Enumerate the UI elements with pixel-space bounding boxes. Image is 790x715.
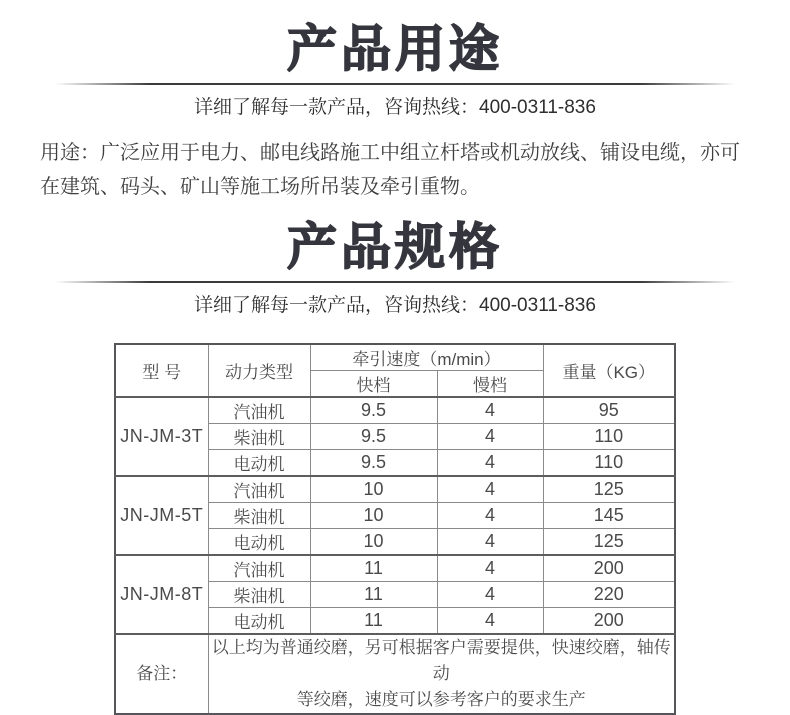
slow-speed-cell: 4 bbox=[437, 503, 543, 529]
weight-column-header: 重量（KG） bbox=[543, 344, 675, 397]
model-cell: JN-JM-8T bbox=[115, 555, 208, 634]
power-cell: 汽油机 bbox=[208, 555, 310, 582]
weight-cell: 220 bbox=[543, 582, 675, 608]
spec-section-title: 产品规格 bbox=[287, 219, 503, 275]
weight-cell: 110 bbox=[543, 424, 675, 450]
table-row bbox=[115, 397, 675, 424]
section-spec bbox=[0, 204, 790, 317]
slow-speed-cell: 4 bbox=[437, 608, 543, 635]
spec-section-subtitle: 详细了解每一款产品，咨询热线：400-0311-836 bbox=[194, 295, 596, 316]
spec-table bbox=[114, 343, 676, 715]
slow-speed-cell: 4 bbox=[437, 450, 543, 477]
fast-speed-cell: 10 bbox=[310, 476, 437, 503]
slow-speed-cell: 4 bbox=[437, 424, 543, 450]
weight-cell: 200 bbox=[543, 555, 675, 582]
power-cell: 柴油机 bbox=[208, 424, 310, 450]
fast-speed-cell: 10 bbox=[310, 529, 437, 556]
usage-paragraph: 用途：广泛应用于电力、邮电线路施工中组立杆塔或机动放线、铺设电缆，亦可在建筑、码头、矿山等施工场所吊装及牵引重物。 bbox=[40, 142, 740, 198]
weight-cell: 200 bbox=[543, 608, 675, 635]
fast-speed-cell: 9.5 bbox=[310, 397, 437, 424]
weight-cell: 125 bbox=[543, 476, 675, 503]
power-cell: 电动机 bbox=[208, 450, 310, 477]
usage-section-title: 产品用途 bbox=[287, 21, 503, 77]
slow-speed-cell: 4 bbox=[437, 397, 543, 424]
slow-gear-column-header: 慢档 bbox=[437, 371, 543, 398]
slow-speed-cell: 4 bbox=[437, 582, 543, 608]
slow-speed-cell: 4 bbox=[437, 529, 543, 556]
power-cell: 汽油机 bbox=[208, 397, 310, 424]
fast-speed-cell: 11 bbox=[310, 555, 437, 582]
traction-speed-column-header: 牵引速度（m/min） bbox=[310, 344, 543, 371]
remark-label-cell: 备注： bbox=[115, 634, 208, 714]
model-cell: JN-JM-3T bbox=[115, 397, 208, 476]
model-cell: JN-JM-5T bbox=[115, 476, 208, 555]
fast-speed-cell: 11 bbox=[310, 582, 437, 608]
fast-speed-cell: 9.5 bbox=[310, 424, 437, 450]
fast-speed-cell: 11 bbox=[310, 608, 437, 635]
fast-gear-column-header: 快档 bbox=[310, 371, 437, 398]
weight-cell: 95 bbox=[543, 397, 675, 424]
remark-text-line: 等绞磨，速度可以参考客户的要求生产 bbox=[296, 690, 586, 709]
remark-text-line: 以上均为普通绞磨，另可根据客户需要提供，快速绞磨，轴传动 bbox=[211, 638, 671, 683]
power-cell: 电动机 bbox=[208, 529, 310, 556]
fast-speed-cell: 10 bbox=[310, 503, 437, 529]
power-cell: 柴油机 bbox=[208, 503, 310, 529]
model-column-header: 型 号 bbox=[115, 344, 208, 397]
section-divider bbox=[55, 83, 735, 85]
slow-speed-cell: 4 bbox=[437, 555, 543, 582]
remark-content-cell bbox=[208, 634, 675, 714]
weight-cell: 145 bbox=[543, 503, 675, 529]
remark-row bbox=[115, 634, 675, 714]
power-cell: 柴油机 bbox=[208, 582, 310, 608]
section-divider bbox=[55, 281, 735, 283]
power-cell: 电动机 bbox=[208, 608, 310, 635]
section-usage bbox=[0, 0, 790, 119]
slow-speed-cell: 4 bbox=[437, 476, 543, 503]
table-row bbox=[115, 555, 675, 582]
weight-cell: 125 bbox=[543, 529, 675, 556]
power-type-column-header: 动力类型 bbox=[208, 344, 310, 397]
table-row bbox=[115, 476, 675, 503]
fast-speed-cell: 9.5 bbox=[310, 450, 437, 477]
weight-cell: 110 bbox=[543, 450, 675, 477]
table-header-row bbox=[115, 344, 675, 371]
usage-section-subtitle: 详细了解每一款产品，咨询热线：400-0311-836 bbox=[194, 97, 596, 118]
power-cell: 汽油机 bbox=[208, 476, 310, 503]
